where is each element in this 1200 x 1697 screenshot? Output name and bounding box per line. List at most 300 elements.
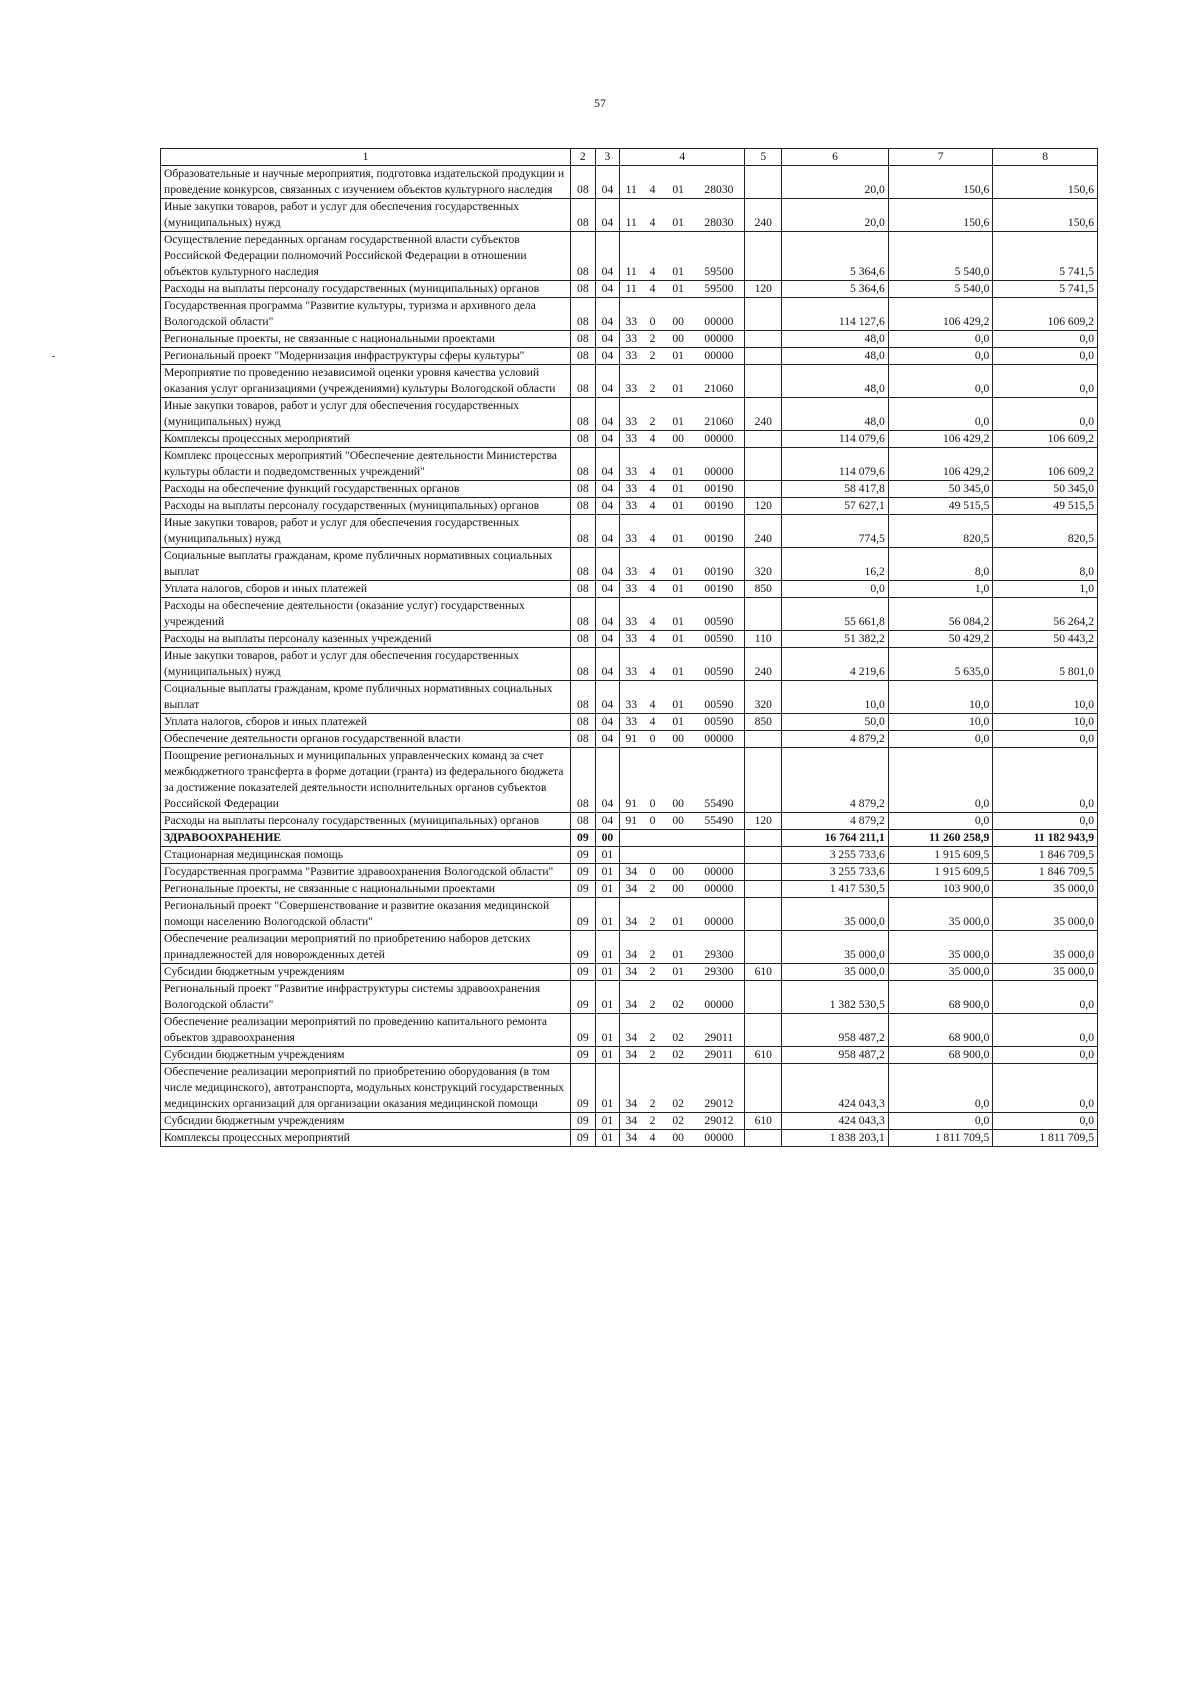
row-value-col7: 35 000,0 (888, 898, 993, 931)
row-expense-type: 240 (745, 648, 782, 681)
row-name: Расходы на обеспечение функций государственных органов (161, 481, 571, 498)
row-value-col7: 106 429,2 (888, 298, 993, 331)
row-value-col7: 56 084,2 (888, 598, 993, 631)
row-subsection: 01 (595, 1130, 620, 1147)
row-program: 33 (620, 648, 643, 681)
row-value-col7: 0,0 (888, 348, 993, 365)
row-name: Иные закупки товаров, работ и услуг для обеспечения государственных (муниципальных) нужд (161, 648, 571, 681)
row-value-col6: 35 000,0 (782, 931, 889, 964)
row-value-col7: 0,0 (888, 398, 993, 431)
row-program-type: 4 (642, 515, 663, 548)
row-value-col7: 50 345,0 (888, 481, 993, 498)
row-expense-type: 610 (745, 1047, 782, 1064)
row-value-col7: 106 429,2 (888, 448, 993, 481)
row-subsection: 01 (595, 1113, 620, 1130)
row-value-col6: 20,0 (782, 199, 889, 232)
row-program-item: 01 (663, 281, 694, 298)
row-section: 08 (571, 232, 596, 281)
row-expense-direction: 00590 (694, 681, 745, 714)
table-row (161, 365, 1098, 398)
row-subsection: 04 (595, 298, 620, 331)
row-program: 91 (620, 813, 643, 830)
row-program: 33 (620, 481, 643, 498)
budget-table (160, 148, 1098, 1147)
row-subsection: 04 (595, 348, 620, 365)
row-expense-direction: 00000 (694, 431, 745, 448)
row-expense-direction: 28030 (694, 166, 745, 199)
table-row (161, 714, 1098, 731)
row-name: Обеспечение деятельности органов государственной власти (161, 731, 571, 748)
row-name: Мероприятие по проведению независимой оценки уровня качества условий оказания услуг организациями (учреждениями) культуры Вологодской области (161, 365, 571, 398)
row-name: Комплексы процессных мероприятий (161, 1130, 571, 1147)
row-program-item: 01 (663, 232, 694, 281)
row-program: 34 (620, 1014, 643, 1047)
row-program: 33 (620, 348, 643, 365)
header-col-6: 6 (782, 149, 889, 166)
row-value-col8: 0,0 (993, 398, 1098, 431)
row-expense-type: 320 (745, 681, 782, 714)
row-value-col7: 103 900,0 (888, 881, 993, 898)
row-subsection: 00 (595, 830, 620, 847)
row-program-type: 0 (642, 864, 663, 881)
table-row (161, 398, 1098, 431)
row-value-col8: 10,0 (993, 714, 1098, 731)
row-name: Комплекс процессных мероприятий "Обеспечение деятельности Министерства культуры области и подведомственных учреждений" (161, 448, 571, 481)
row-program-item: 01 (663, 498, 694, 515)
row-subsection: 01 (595, 981, 620, 1014)
row-section: 08 (571, 548, 596, 581)
row-value-col7: 10,0 (888, 681, 993, 714)
row-program-type: 2 (642, 348, 663, 365)
row-value-col7: 35 000,0 (888, 964, 993, 981)
row-program: 34 (620, 1130, 643, 1147)
row-value-col6: 10,0 (782, 681, 889, 714)
row-program-type: 2 (642, 981, 663, 1014)
row-program: 11 (620, 232, 643, 281)
row-value-col7: 5 635,0 (888, 648, 993, 681)
row-program-type: 4 (642, 448, 663, 481)
row-value-col7: 5 540,0 (888, 281, 993, 298)
row-value-col6: 424 043,3 (782, 1064, 889, 1113)
row-value-col7: 1 915 609,5 (888, 847, 993, 864)
row-program (620, 830, 643, 847)
table-row (161, 331, 1098, 348)
row-value-col6: 4 879,2 (782, 813, 889, 830)
row-value-col6: 48,0 (782, 398, 889, 431)
row-expense-direction: 29011 (694, 1047, 745, 1064)
row-program-item: 01 (663, 166, 694, 199)
table-row (161, 498, 1098, 515)
row-value-col8: 820,5 (993, 515, 1098, 548)
row-expense-type: 120 (745, 498, 782, 515)
row-name: Социальные выплаты гражданам, кроме публичных нормативных социальных выплат (161, 681, 571, 714)
row-value-col7: 820,5 (888, 515, 993, 548)
row-expense-type: 240 (745, 398, 782, 431)
row-program-item: 02 (663, 1047, 694, 1064)
row-program-item: 02 (663, 981, 694, 1014)
row-value-col8: 0,0 (993, 981, 1098, 1014)
row-program-type: 2 (642, 964, 663, 981)
row-program-type: 2 (642, 1113, 663, 1130)
row-section: 08 (571, 365, 596, 398)
row-section: 09 (571, 864, 596, 881)
row-program: 34 (620, 981, 643, 1014)
row-program-item: 01 (663, 648, 694, 681)
table-row (161, 881, 1098, 898)
table-row (161, 448, 1098, 481)
row-name: Комплексы процессных мероприятий (161, 431, 571, 448)
row-program-item: 00 (663, 331, 694, 348)
row-name: Образовательные и научные мероприятия, подготовка издательской продукции и проведение конкурсов, связанных с изучением объектов культурного наследия (161, 166, 571, 199)
row-expense-type (745, 431, 782, 448)
row-subsection: 01 (595, 881, 620, 898)
row-name: Обеспечение реализации мероприятий по приобретению оборудования (в том числе медицинского), автотранспорта, модульных конструкций государственных медицинских организаций для организации оказания медицинской помощи (161, 1064, 571, 1113)
row-subsection: 04 (595, 281, 620, 298)
row-section: 09 (571, 881, 596, 898)
row-value-col6: 51 382,2 (782, 631, 889, 648)
table-body (161, 149, 1098, 1147)
row-value-col6: 1 838 203,1 (782, 1130, 889, 1147)
table-row (161, 731, 1098, 748)
row-value-col7: 0,0 (888, 1064, 993, 1113)
row-subsection: 01 (595, 964, 620, 981)
row-section: 08 (571, 813, 596, 830)
row-value-col6: 1 417 530,5 (782, 881, 889, 898)
row-expense-type (745, 598, 782, 631)
row-expense-direction: 00000 (694, 881, 745, 898)
row-expense-type (745, 166, 782, 199)
row-program: 11 (620, 166, 643, 199)
row-program-type: 4 (642, 199, 663, 232)
row-value-col8: 8,0 (993, 548, 1098, 581)
table-row (161, 931, 1098, 964)
table-row (161, 813, 1098, 830)
row-program-item: 01 (663, 348, 694, 365)
row-value-col8: 5 801,0 (993, 648, 1098, 681)
row-value-col8: 106 609,2 (993, 298, 1098, 331)
row-section: 09 (571, 847, 596, 864)
row-section: 08 (571, 631, 596, 648)
row-program-item: 02 (663, 1014, 694, 1047)
row-value-col6: 58 417,8 (782, 481, 889, 498)
row-value-col6: 114 079,6 (782, 448, 889, 481)
row-subsection: 04 (595, 581, 620, 598)
row-program-type: 4 (642, 498, 663, 515)
row-section: 08 (571, 448, 596, 481)
row-value-col6: 4 879,2 (782, 731, 889, 748)
row-value-col6: 774,5 (782, 515, 889, 548)
row-value-col8: 50 345,0 (993, 481, 1098, 498)
row-expense-direction: 55490 (694, 748, 745, 813)
row-expense-direction: 00590 (694, 714, 745, 731)
row-program: 33 (620, 298, 643, 331)
row-expense-type: 850 (745, 581, 782, 598)
row-program-item: 00 (663, 1130, 694, 1147)
table-row (161, 431, 1098, 448)
row-subsection: 01 (595, 898, 620, 931)
row-value-col7: 1,0 (888, 581, 993, 598)
row-section: 09 (571, 1130, 596, 1147)
row-section: 09 (571, 1014, 596, 1047)
row-program-item: 01 (663, 898, 694, 931)
row-expense-direction: 00590 (694, 598, 745, 631)
row-subsection: 04 (595, 498, 620, 515)
row-program-type: 4 (642, 581, 663, 598)
row-name: Региональный проект "Модернизация инфраструктуры сферы культуры" (161, 348, 571, 365)
row-subsection: 04 (595, 431, 620, 448)
row-subsection: 04 (595, 714, 620, 731)
row-value-col6: 48,0 (782, 331, 889, 348)
table-row (161, 631, 1098, 648)
row-section: 08 (571, 731, 596, 748)
row-subsection: 04 (595, 398, 620, 431)
row-name: Обеспечение реализации мероприятий по проведению капитального ремонта объектов здравоохранения (161, 1014, 571, 1047)
row-section: 08 (571, 166, 596, 199)
row-program-type: 0 (642, 298, 663, 331)
row-program-type: 2 (642, 1014, 663, 1047)
row-expense-direction: 00190 (694, 581, 745, 598)
row-value-col7: 150,6 (888, 199, 993, 232)
row-name: Уплата налогов, сборов и иных платежей (161, 581, 571, 598)
row-expense-type: 240 (745, 515, 782, 548)
table-row (161, 581, 1098, 598)
row-value-col7: 5 540,0 (888, 232, 993, 281)
row-program-item: 01 (663, 481, 694, 498)
row-value-col7: 0,0 (888, 813, 993, 830)
row-value-col7: 49 515,5 (888, 498, 993, 515)
row-program-item: 00 (663, 864, 694, 881)
row-section: 08 (571, 748, 596, 813)
row-value-col6: 16 764 211,1 (782, 830, 889, 847)
row-value-col7: 0,0 (888, 331, 993, 348)
row-value-col6: 3 255 733,6 (782, 864, 889, 881)
row-subsection: 04 (595, 515, 620, 548)
row-program-type: 4 (642, 548, 663, 581)
row-expense-type (745, 298, 782, 331)
table-row (161, 1047, 1098, 1064)
row-program-type: 4 (642, 714, 663, 731)
row-section: 08 (571, 281, 596, 298)
row-section: 09 (571, 964, 596, 981)
row-value-col8: 49 515,5 (993, 498, 1098, 515)
row-program-type: 2 (642, 1047, 663, 1064)
row-expense-type: 120 (745, 281, 782, 298)
row-name: Иные закупки товаров, работ и услуг для обеспечения государственных (муниципальных) нужд (161, 199, 571, 232)
row-program: 91 (620, 748, 643, 813)
row-expense-type: 110 (745, 631, 782, 648)
row-name: Иные закупки товаров, работ и услуг для обеспечения государственных (муниципальных) нужд (161, 398, 571, 431)
table-row (161, 548, 1098, 581)
row-value-col6: 114 127,6 (782, 298, 889, 331)
row-subsection: 04 (595, 681, 620, 714)
row-program: 11 (620, 199, 643, 232)
row-program-item: 01 (663, 714, 694, 731)
row-value-col6: 48,0 (782, 348, 889, 365)
row-value-col6: 3 255 733,6 (782, 847, 889, 864)
row-expense-direction: 00190 (694, 548, 745, 581)
row-expense-type (745, 232, 782, 281)
row-value-col6: 55 661,8 (782, 598, 889, 631)
row-expense-type (745, 1014, 782, 1047)
row-value-col8: 0,0 (993, 348, 1098, 365)
row-expense-direction (694, 847, 745, 864)
table-row (161, 1113, 1098, 1130)
row-program-type: 2 (642, 365, 663, 398)
row-program-item (663, 830, 694, 847)
row-section: 08 (571, 298, 596, 331)
table-row (161, 898, 1098, 931)
row-expense-direction (694, 830, 745, 847)
row-program: 34 (620, 1047, 643, 1064)
row-program-item: 00 (663, 748, 694, 813)
row-value-col8: 35 000,0 (993, 898, 1098, 931)
row-program: 11 (620, 281, 643, 298)
row-name: Региональные проекты, не связанные с национальными проектами (161, 331, 571, 348)
row-name: Расходы на выплаты персоналу казенных учреждений (161, 631, 571, 648)
row-value-col6: 424 043,3 (782, 1113, 889, 1130)
row-value-col6: 4 219,6 (782, 648, 889, 681)
table-row (161, 847, 1098, 864)
row-value-col6: 5 364,6 (782, 281, 889, 298)
row-program: 33 (620, 598, 643, 631)
row-value-col7: 10,0 (888, 714, 993, 731)
row-value-col8: 11 182 943,9 (993, 830, 1098, 847)
row-subsection: 01 (595, 1014, 620, 1047)
row-expense-direction: 29012 (694, 1064, 745, 1113)
row-value-col6: 48,0 (782, 365, 889, 398)
table-row (161, 281, 1098, 298)
row-subsection: 04 (595, 448, 620, 481)
row-expense-type (745, 847, 782, 864)
row-expense-type (745, 1130, 782, 1147)
row-subsection: 04 (595, 748, 620, 813)
row-value-col8: 0,0 (993, 1014, 1098, 1047)
row-expense-direction: 29012 (694, 1113, 745, 1130)
row-expense-direction: 00000 (694, 864, 745, 881)
row-subsection: 04 (595, 648, 620, 681)
row-program: 33 (620, 515, 643, 548)
row-subsection: 04 (595, 481, 620, 498)
row-program: 34 (620, 881, 643, 898)
row-value-col8: 0,0 (993, 731, 1098, 748)
row-value-col7: 0,0 (888, 748, 993, 813)
table-row (161, 232, 1098, 281)
row-subsection: 04 (595, 166, 620, 199)
row-expense-direction: 00000 (694, 331, 745, 348)
row-program-item: 01 (663, 199, 694, 232)
row-expense-direction: 00190 (694, 481, 745, 498)
row-expense-direction: 55490 (694, 813, 745, 830)
row-expense-type (745, 881, 782, 898)
row-name: Осуществление переданных органам государственной власти субъектов Российской Федерации полномочий Российской Федерации в отношении объектов культурного наследия (161, 232, 571, 281)
row-value-col8: 0,0 (993, 331, 1098, 348)
row-value-col6: 114 079,6 (782, 431, 889, 448)
row-expense-type (745, 931, 782, 964)
row-program-type: 2 (642, 1064, 663, 1113)
row-expense-type (745, 365, 782, 398)
row-name: Стационарная медицинская помощь (161, 847, 571, 864)
table-row (161, 964, 1098, 981)
table-row (161, 1064, 1098, 1113)
page-number: 57 (594, 96, 606, 110)
row-name: Региональные проекты, не связанные с национальными проектами (161, 881, 571, 898)
row-value-col7: 0,0 (888, 365, 993, 398)
table-row (161, 298, 1098, 331)
row-expense-type (745, 731, 782, 748)
row-name: Субсидии бюджетным учреждениям (161, 1047, 571, 1064)
row-program: 33 (620, 631, 643, 648)
row-subsection: 04 (595, 598, 620, 631)
row-section: 08 (571, 598, 596, 631)
row-program-item: 01 (663, 548, 694, 581)
row-value-col6: 20,0 (782, 166, 889, 199)
row-section: 08 (571, 348, 596, 365)
row-expense-direction: 59500 (694, 281, 745, 298)
row-section: 08 (571, 481, 596, 498)
row-program-item: 02 (663, 1113, 694, 1130)
row-section: 08 (571, 199, 596, 232)
row-program-type: 4 (642, 1130, 663, 1147)
row-section: 08 (571, 714, 596, 731)
row-name: Государственная программа "Развитие здравоохранения Вологодской области" (161, 864, 571, 881)
header-col-8: 8 (993, 149, 1098, 166)
row-value-col6: 958 487,2 (782, 1014, 889, 1047)
row-section: 09 (571, 898, 596, 931)
row-value-col7: 11 260 258,9 (888, 830, 993, 847)
row-name: Расходы на выплаты персоналу государственных (муниципальных) органов (161, 498, 571, 515)
row-section: 08 (571, 515, 596, 548)
row-value-col6: 0,0 (782, 581, 889, 598)
row-program-type: 2 (642, 881, 663, 898)
row-value-col7: 1 915 609,5 (888, 864, 993, 881)
margin-mark (52, 356, 55, 357)
table-row (161, 864, 1098, 881)
row-program: 33 (620, 331, 643, 348)
row-subsection: 04 (595, 331, 620, 348)
row-section: 09 (571, 981, 596, 1014)
row-program-type: 4 (642, 598, 663, 631)
row-subsection: 04 (595, 548, 620, 581)
row-value-col6: 4 879,2 (782, 748, 889, 813)
row-value-col8: 35 000,0 (993, 881, 1098, 898)
row-expense-type (745, 898, 782, 931)
row-section: 09 (571, 1064, 596, 1113)
row-value-col8: 150,6 (993, 199, 1098, 232)
row-program: 34 (620, 864, 643, 881)
header-col-2: 2 (571, 149, 596, 166)
row-expense-direction: 00000 (694, 731, 745, 748)
row-name: Субсидии бюджетным учреждениям (161, 964, 571, 981)
row-value-col7: 35 000,0 (888, 931, 993, 964)
row-value-col8: 0,0 (993, 365, 1098, 398)
row-program-item: 01 (663, 631, 694, 648)
row-expense-direction: 28030 (694, 199, 745, 232)
row-name: Региональный проект "Развитие инфраструктуры системы здравоохранения Вологодской области" (161, 981, 571, 1014)
row-value-col8: 0,0 (993, 1047, 1098, 1064)
table-row (161, 348, 1098, 365)
row-value-col7: 0,0 (888, 1113, 993, 1130)
row-value-col8: 1,0 (993, 581, 1098, 598)
row-value-col8: 150,6 (993, 166, 1098, 199)
row-program: 33 (620, 448, 643, 481)
row-program: 33 (620, 548, 643, 581)
row-program-type: 4 (642, 481, 663, 498)
row-section: 08 (571, 431, 596, 448)
row-expense-direction: 29300 (694, 931, 745, 964)
row-program-item: 01 (663, 581, 694, 598)
table-row (161, 681, 1098, 714)
row-section: 09 (571, 1113, 596, 1130)
